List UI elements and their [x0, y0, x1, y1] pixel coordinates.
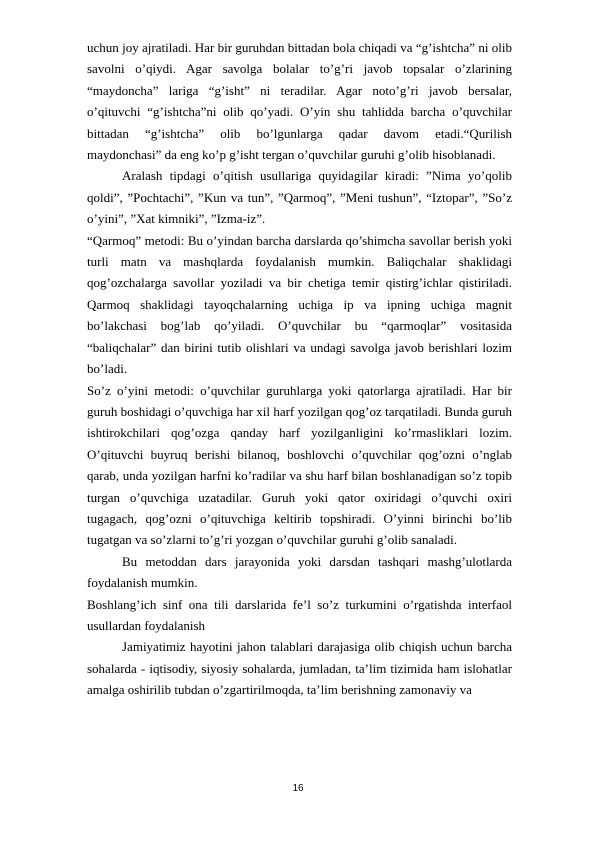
- paragraph-soz-oyini-metodi: So’z o’yini metodi: o’quvchilar guruhlarga yoki qatorlarga ajratiladi. Har bir guruh boshidagi o’quvchiga har xil harf yozilgan qog’oz tarqatiladi. Bunda guruh ishtirokchilari qog’ozga qanday harf yozilganligini ko’rmasliklari lozim. O’qituvchi buyruq berishi bilanoq, boshlovchi o’quvchilar qog’ozni o’nglab qarab, unda yozilgan harfni ko’radilar va shu harf bilan boshlanadigan so’z topib turgan o’quvchiga uzatadilar. Guruh yoki qator oxiridagi o’quvchi oxiri tugagach, qog’ozni o’qituvchiga keltirib topshiradi. O’yinni birinchi bo’lib tugatgan va so’zlarni to’g’ri yozgan o’quvchilar guruhi g’olib sanaladi.: [87, 382, 512, 548]
- paragraph-aralash-usullar: Aralash tipdagi o’qitish usullariga quyidagilar kiradi: ”Nima yo’qolib qoldi”, ”Pochtachi”, ”Kun va tun”, ”Qarmoq”, ”Meni tushun”, “Iztopar”, ”So’z o’yini”, ”Xat kimniki”, ”Izma-iz”.: [87, 168, 512, 227]
- paragraph-qurilish-maydonchasi: uchun joy ajratiladi. Har bir guruhdan bittadan bola chiqadi va “g’ishtcha” ni olib savolni o’qiydi. Agar savolga bolalar to’g’ri javob topsalar o’zlarining “maydoncha” lariga “g’isht” ni teradilar. Agar noto’g’ri javob bersalar, o’qituvchi “g’ishtcha”ni olib qo’yadi. O’yin shu tahlidda barcha o’quvchilar bittadan “g’ishtcha” olib bo’lgunlarga qadar davom etadi.“Qurilish maydonchasi” da eng ko’p g’isht tergan o’quvchilar guruhi g’olib hisoblanadi.: [87, 40, 512, 163]
- paragraph-qarmoq-metodi: “Qarmoq” metodi: Bu o’yindan barcha darslarda qo’shimcha savollar berish yoki turli matn va mashqlarda foydalanish mumkin. Baliqchalar shaklidagi qog’ozchalarga savollar yoziladi va bir chetiga temir qistirg’ichlar qistiriladi. Qarmoq shaklidagi tayoqchalarning uchiga ip va ipning uchiga magnit bo’lakchasi bog’lab qo’yiladi. O’quvchilar bu “qarmoqlar” vositasida “baliqchalar” dan birini tutib olishlari va undagi savolga javob berishlari lozim bo’ladi.: [87, 232, 512, 377]
- section-heading-fel-turkumi: Boshlang’ich sinf ona tili darslarida fe’l so’z turkumini o’rgatishda interfaol usullardan foydalanish: [87, 596, 512, 633]
- document-page: [87, 37, 512, 701]
- paragraph-metod-foydalanish: Bu metoddan dars jarayonida yoki darsdan tashqari mashg’ulotlarda foydalanish mumkin.: [87, 553, 512, 591]
- page-number: 16: [292, 783, 304, 794]
- paragraph-jamiyatimiz: Jamiyatimiz hayotini jahon talablari darajasiga olib chiqish uchun barcha sohalarda - iqtisodiy, siyosiy sohalarda, jumladan, ta’lim tizimida ham islohatlar amalga oshirilib tubdan o’zgartirilmoqda, ta’lim berishning zamonaviy va: [87, 639, 512, 698]
